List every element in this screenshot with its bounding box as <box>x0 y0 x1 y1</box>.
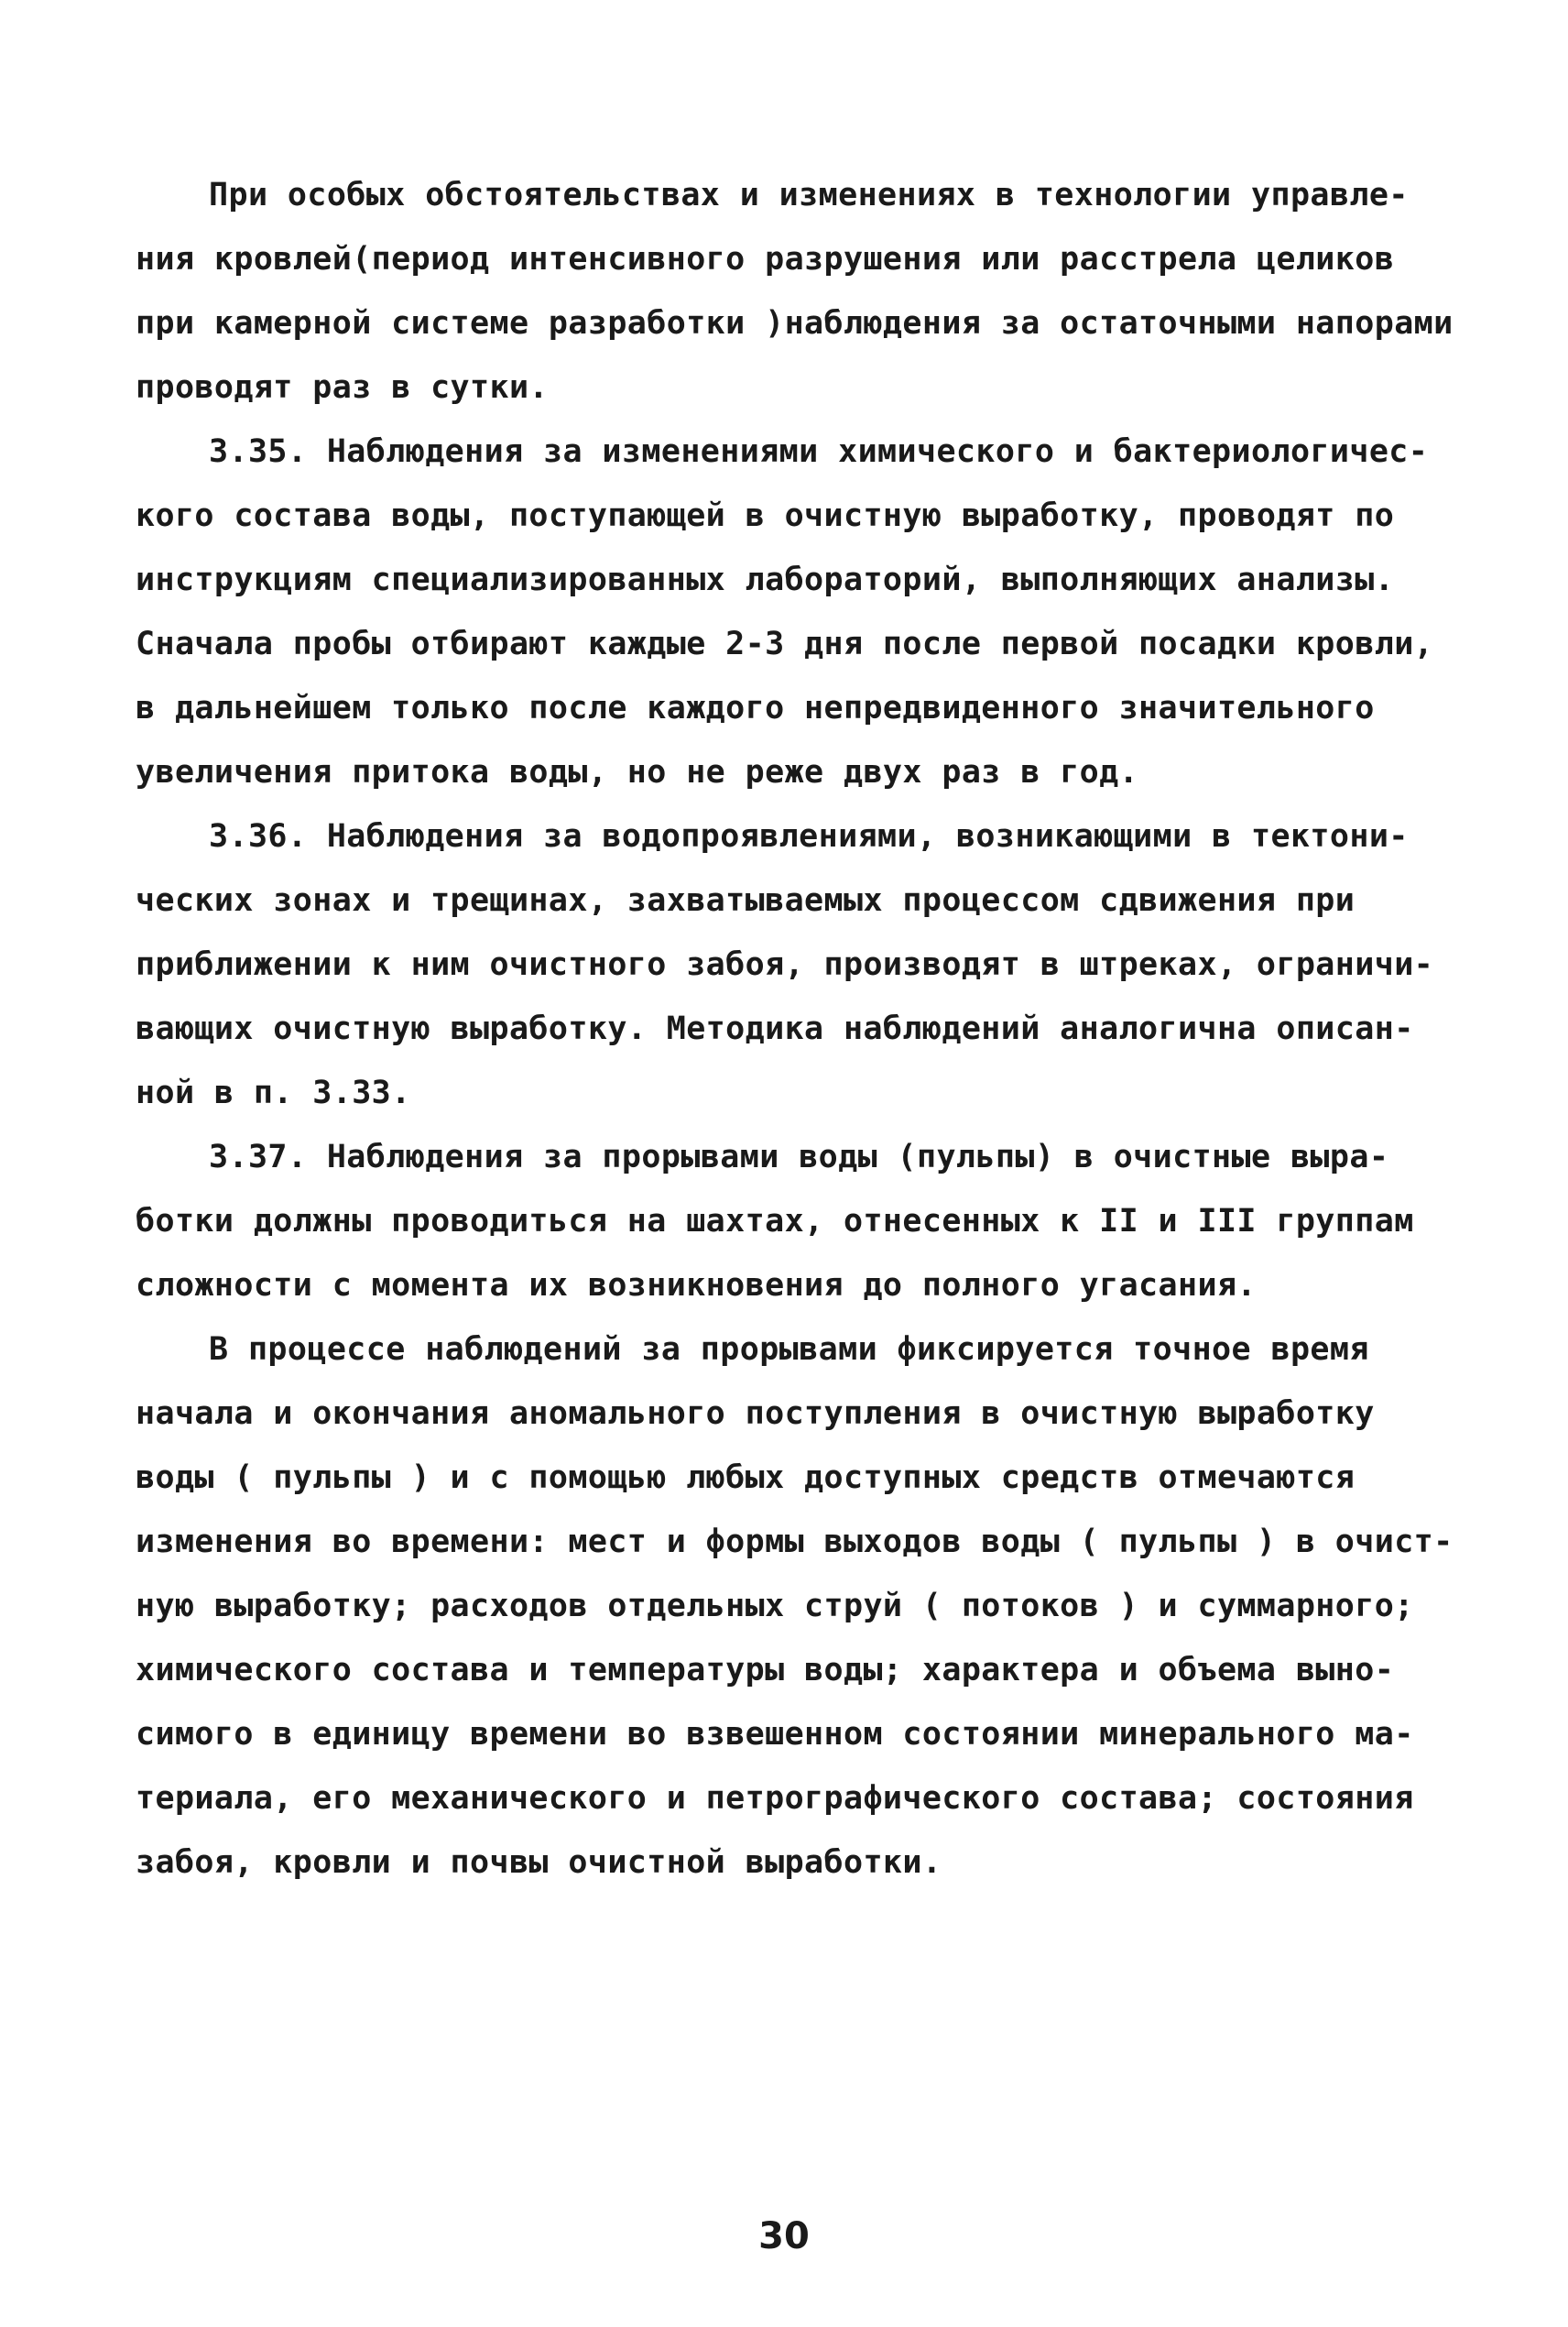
paragraph-line: изменения во времени: мест и формы выходов воды ( пульпы ) в очист- <box>136 1524 1454 1560</box>
paragraph-line: воды ( пульпы ) и с помощью любых доступных средств отмечаются <box>136 1459 1356 1496</box>
paragraph-line: проводят раз в сутки. <box>136 369 549 406</box>
paragraph-line: ботки должны проводиться на шахтах, отнесенных к II и III группам <box>136 1203 1414 1240</box>
paragraph-line: ной в п. 3.33. <box>136 1075 411 1111</box>
paragraph-line: начала и окончания аномального поступления в очистную выработку <box>136 1395 1375 1432</box>
paragraph-line: ческих зонах и трещинах, захватываемых процессом сдвижения при <box>136 882 1356 919</box>
paragraph-line: кого состава воды, поступающей в очистную выработку, проводят по <box>136 497 1395 534</box>
paragraph-line: ния кровлей(период интенсивного разрушения или расстрела целиков <box>136 241 1395 278</box>
paragraph-line: вающих очистную выработку. Методика наблюдений аналогична описан- <box>136 1011 1414 1047</box>
page-number: 30 <box>758 2215 810 2257</box>
body-text <box>136 163 1464 1895</box>
paragraph-line: забоя, кровли и почвы очистной выработки. <box>136 1844 942 1881</box>
paragraph-line: сложности с момента их возникновения до полного угасания. <box>136 1267 1257 1304</box>
paragraph-line: в дальнейшем только после каждого непредвиденного значительного <box>136 690 1375 727</box>
paragraph-line: симого в единицу времени во взвешенном состоянии минерального ма- <box>136 1716 1414 1753</box>
paragraph-line: При особых обстоятельствах и изменениях в технологии управле- <box>209 177 1409 213</box>
paragraph-line: ную выработку; расходов отдельных струй ( потоков ) и суммарного; <box>136 1588 1414 1624</box>
paragraph-line: 3.35. Наблюдения за изменениями химического и бактериологичес- <box>209 433 1429 470</box>
paragraph-line: приближении к ним очистного забоя, производят в штреках, ограничи- <box>136 946 1434 983</box>
paragraph-line: 3.37. Наблюдения за прорывами воды (пульпы) в очистные выра- <box>209 1139 1389 1175</box>
paragraph-line: 3.36. Наблюдения за водопроявлениями, возникающими в тектони- <box>209 818 1409 855</box>
paragraph-line: В процессе наблюдений за прорывами фиксируется точное время <box>209 1331 1369 1368</box>
paragraph-line: Сначала пробы отбирают каждые 2-3 дня после первой посадки кровли, <box>136 626 1434 662</box>
paragraph-line: териала, его механического и петрографического состава; состояния <box>136 1780 1414 1817</box>
paragraph-line: увеличения притока воды, но не реже двух раз в год. <box>136 754 1139 791</box>
paragraph-line: при камерной системе разработки )наблюдения за остаточными напорами <box>136 305 1454 342</box>
paragraph-line: химического состава и температуры воды; характера и объема выно- <box>136 1652 1395 1688</box>
paragraph-line: инструкциям специализированных лабораторий, выполняющих анализы. <box>136 562 1395 598</box>
